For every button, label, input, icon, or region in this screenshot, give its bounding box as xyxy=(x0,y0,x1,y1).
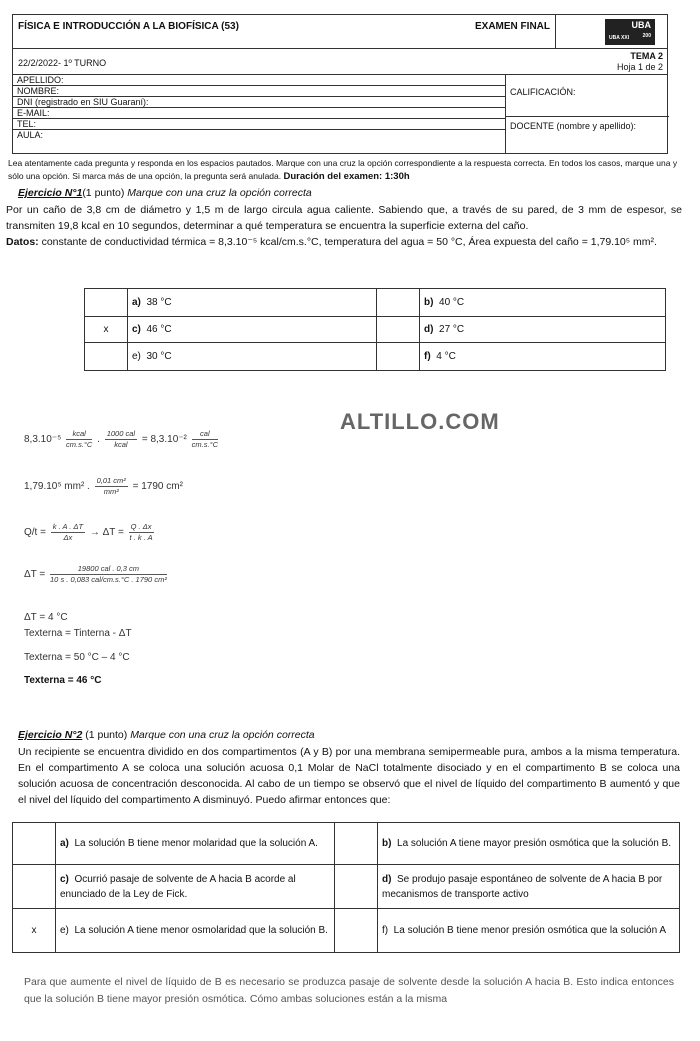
option-e[interactable]: e) 30 °C xyxy=(128,343,377,371)
header-row-title xyxy=(13,15,667,49)
option-c[interactable]: c) 46 °C xyxy=(128,317,377,343)
ex1-heading: Ejercicio N°1(1 punto) Marque con una cruz la opción correcta xyxy=(18,187,312,199)
field-email[interactable]: E-MAIL: xyxy=(13,108,505,119)
mark-cell[interactable] xyxy=(13,865,56,909)
option-f[interactable]: f) 4 °C xyxy=(420,343,666,371)
hoja: Hoja 1 de 2 xyxy=(616,62,663,72)
calc-line-5: ΔT = 4 °C xyxy=(24,612,68,623)
mark-cell[interactable] xyxy=(335,823,378,865)
field-aula[interactable]: AULA: xyxy=(17,130,44,140)
calc-line-3: Q/t = $\frac{k . A . \Delta T}{\Delta x}$ → ΔT = $\frac{Q . \Delta x}{t . k . A}$ xyxy=(24,522,153,542)
tema: TEMA 2 xyxy=(630,51,663,61)
header-fields xyxy=(13,75,667,153)
option-e[interactable]: e) La solución A tiene menor osmolaridad que la solución B. xyxy=(56,909,335,953)
field-tel[interactable]: TEL: xyxy=(13,119,505,130)
date-turn: 22/2/2022- 1º TURNO xyxy=(18,58,107,68)
ex2-explanation: Para que aumente el nivel de líquido de B es necesario se produzca pasaje de solvente desde la solución A hacia B. Esto indica entonces que la solución B tiene mayor presión osmótica. Cómo ambas soluciones están a la misma xyxy=(24,976,674,1005)
ex2-heading: Ejercicio N°2 (1 punto) Marque con una cruz la opción correcta xyxy=(18,729,315,741)
option-f[interactable]: f) La solución B tiene menor presión osmótica que la solución A xyxy=(378,909,680,953)
watermark: ALTILLO.COM xyxy=(340,409,500,434)
calc-line-4: ΔT = $\frac{\text{19800 cal . 0,3 cm}}{\text{10 s . 0,083 cal/cm.s.°C . 1790 cm²}}$ xyxy=(24,564,167,584)
mark-cell[interactable] xyxy=(377,317,420,343)
field-apellido[interactable]: APELLIDO: xyxy=(13,75,505,86)
header-row-date xyxy=(13,49,667,75)
ex1-statement: Por un caño de 3,8 cm de diámetro y 1,5 m de largo circula agua caliente. Sabiendo que, a través de su pared, de 3 mm de espesor, se transmiten 19,8 kcal en 10 segundos, determinar a qué temperatura se encuentra la superficie externa del caño. Datos: constante de conductividad térmica = 8,3.10⁻⁵ kcal/cm.s.°C, temperatura del agua = 50 °C, Área expuesta del caño = 1,79.10⁵ mm². xyxy=(6,204,682,248)
calc-line-6: Texterna = Tinterna - ΔT xyxy=(24,628,132,639)
mark-cell[interactable]: x xyxy=(13,909,56,953)
option-a[interactable]: a) 38 °C xyxy=(128,289,377,317)
option-d[interactable]: d) 27 °C xyxy=(420,317,666,343)
mark-cell[interactable] xyxy=(335,865,378,909)
calc-result: Texterna = 46 °C xyxy=(24,675,102,686)
mark-cell[interactable] xyxy=(85,343,128,371)
calc-line-1: 8,3.10⁻⁵ $\frac{\text{kcal}}{cm.s.^\circ C}$ . $\frac{\text{1000 cal}}{\text{kcal}}$ = 8,3.10⁻² $\frac{\text{cal}}{cm.s.^\circ C}$ xyxy=(24,429,218,449)
instructions: Lea atentamente cada pregunta y responda en los espacios pautados. Marque con una cruz la opción correspondiente a la respuesta correcta. En todos los casos, marque una y sólo una opción. Si marca más de una opción, la pregunta será anulada. Duración del examen: 1:30h xyxy=(8,158,678,182)
exam-type: EXAMEN FINAL xyxy=(475,21,550,32)
option-d[interactable]: d) Se produjo pasaje espontáneo de solvente de A hacia B por mecanismos de transporte activo xyxy=(378,865,680,909)
mark-cell[interactable] xyxy=(335,909,378,953)
mark-cell[interactable]: x xyxy=(85,317,128,343)
table-row xyxy=(13,909,680,953)
option-a[interactable]: a) La solución B tiene menor molaridad que la solución A. xyxy=(56,823,335,865)
mark-cell[interactable] xyxy=(377,343,420,371)
option-c[interactable]: c) Ocurrió pasaje de solvente de A hacia B acorde al enunciado de la Ley de Fick. xyxy=(56,865,335,909)
ex2-options-table xyxy=(12,822,680,953)
exam-header xyxy=(12,14,668,154)
table-row xyxy=(85,343,666,371)
uba-logo: UBA 200 UBA XXI xyxy=(605,19,655,45)
table-row xyxy=(85,317,666,343)
field-nombre[interactable]: NOMBRE: xyxy=(13,86,505,97)
table-row xyxy=(85,289,666,317)
calc-line-2: 1,79.10⁵ mm² . $\frac{\text{0,01 cm²}}{\text{mm²}}$ = 1790 cm² xyxy=(24,476,183,496)
option-b[interactable]: b) La solución A tiene mayor presión osmótica que la solución B. xyxy=(378,823,680,865)
option-b[interactable]: b) 40 °C xyxy=(420,289,666,317)
table-row xyxy=(13,865,680,909)
table-row xyxy=(13,823,680,865)
mark-cell[interactable] xyxy=(85,289,128,317)
ex2-statement: Un recipiente se encuentra dividido en dos compartimentos (A y B) por una membrana semipermeable pura, ambos a la misma temperatura. En el compartimento A se coloca una solución acuosa 0,1 Molar de NaCl totalmente disociado y en el compartimento B se coloca una solución acuosa de concentración desconocida. Al cabo de un tiempo se observó que el nivel de líquido del compartimento B aumentó y que el nivel del líquido del compartimento A disminuyó. Puedo afirmar entonces que: xyxy=(18,746,680,806)
calificacion-label: CALIFICACIÓN: xyxy=(510,87,576,97)
ex1-options-table xyxy=(84,288,666,371)
mark-cell[interactable] xyxy=(377,289,420,317)
docente-label: DOCENTE (nombre y apellido): xyxy=(510,121,637,131)
calc-line-7: Texterna = 50 °C – 4 °C xyxy=(24,652,130,663)
course-title: FÍSICA E INTRODUCCIÓN A LA BIOFÍSICA (53) xyxy=(18,21,239,32)
field-dni[interactable]: DNI (registrado en SIU Guaraní): xyxy=(13,97,505,108)
mark-cell[interactable] xyxy=(13,823,56,865)
